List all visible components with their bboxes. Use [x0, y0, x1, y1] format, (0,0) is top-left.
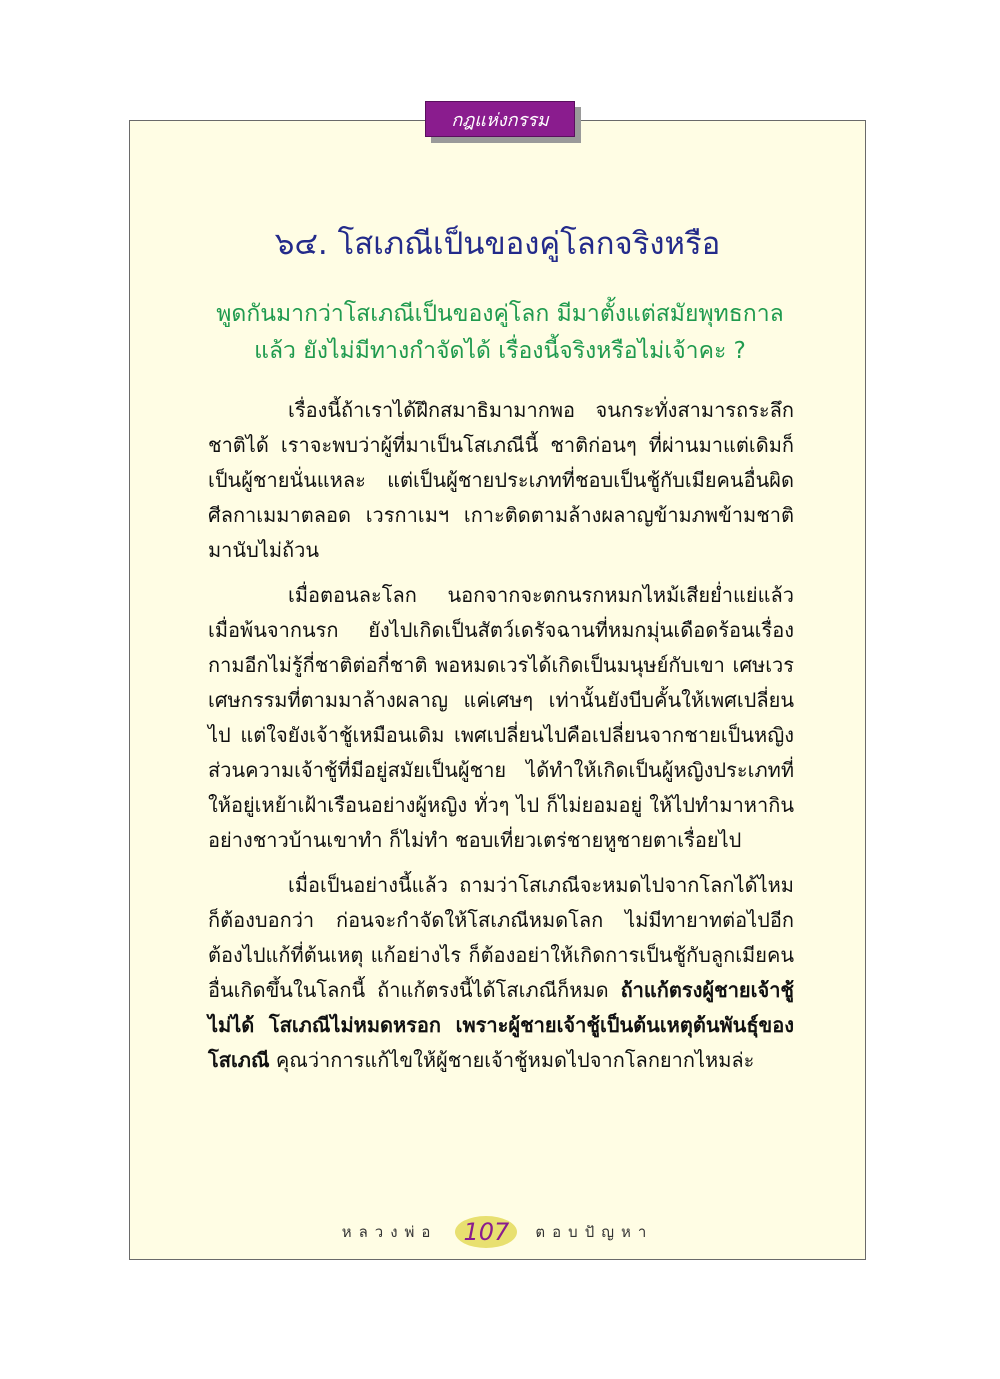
page-footer [129, 1212, 866, 1252]
section-tab [425, 101, 575, 137]
paragraph-2: เมื่อตอนละโลก นอกจากจะตกนรกหมกไหม้เสียย่ำแย่แล้ว เมื่อพ้นจากนรก ยังไปเกิดเป็นสัตว์เดรัจฉานที่หมกมุ่นเดือดร้อนเรื่องกามอีกไม่รู้กี่ชาติต่อกี่ชาติ พอหมดเวรได้เกิดเป็นมนุษย์กับเขา เศษเวรเศษกรรมที่ตามมาล้างผลาญ แค่เศษๆ เท่านั้นยังบีบคั้นให้เพศเปลี่ยนไป แต่ใจยังเจ้าชู้เหมือนเดิม เพศเปลี่ยนไปคือเปลี่ยนจากชายเป็นหญิง ส่วนความเจ้าชู้ที่มีอยู่สมัยเป็นผู้ชาย ได้ทำให้เกิดเป็นผู้หญิงประเภทที่ให้อยู่เหย้าเฝ้าเรือนอย่างผู้หญิง ทั่วๆ ไป ก็ไม่ยอมอยู่ ให้ไปทำมาหากินอย่างชาวบ้านเขาทำ ก็ไม่ทำ ชอบเที่ยวเตร่ชายหูชายตาเรื่อยไป [208, 583, 794, 852]
paragraph-3-bold: ถ้าแก้ตรงผู้ชายเจ้าชู้ไม่ได้ โสเภณีไม่หมดหรอก เพราะผู้ชายเจ้าชู้เป็นต้นเหตุต้นพันธุ์ของโสเภณี [208, 978, 794, 1072]
page-title: ๖๔. โสเภณีเป็นของคู่โลกจริงหรือ [274, 226, 721, 262]
paragraph-3-end: คุณว่าการแก้ไขให้ผู้ชายเจ้าชู้หมดไปจากโลกยากไหมล่ะ [269, 1048, 755, 1072]
paragraph-1: เรื่องนี้ถ้าเราได้ฝึกสมาธิมามากพอ จนกระทั่งสามารถระลึกชาติได้ เราจะพบว่าผู้ที่มาเป็นโสเภณีนี้ ชาติก่อนๆ ที่ผ่านมาแต่เดิมก็เป็นผู้ชายนั่นแหละ แต่เป็นผู้ชายประเภทที่ชอบเป็นชู้กับเมียคนอื่นผิดศีลกาเมมาตลอด เวรกาเมฯ เกาะติดตามล้างผลาญข้ามภพข้ามชาติมานับไม่ถ้วน [208, 398, 794, 562]
page-number-badge [455, 1216, 517, 1248]
answer-body [208, 393, 794, 1088]
paragraph-3 [208, 868, 794, 1078]
footer-book-title-right: ตอบปัญหา [535, 1223, 654, 1241]
page-number: 107 [463, 1218, 510, 1246]
paragraph-3-text: เมื่อเป็นอย่างนี้แล้ว ถามว่าโสเภณีจะหมดไปจากโลกได้ไหม ก็ต้องบอกว่า ก่อนจะกำจัดให้โสเภณีหมดโลก ไม่มีทายาทต่อไปอีก ต้องไปแก้ที่ต้นเหตุ แก้อย่างไร ก็ต้องอย่าให้เกิดการเป็นชู้กับลูกเมียคนอื่นเกิดขึ้นในโลกนี้ ถ้าแก้ตรงนี้ได้โสเภณีก็หมด [208, 873, 794, 1002]
section-tab-label: กฎแห่งกรรม [451, 109, 549, 131]
question-text: พูดกันมากว่าโสเภณีเป็นของคู่โลก มีมาตั้งแต่สมัยพุทธกาล แล้ว ยังไม่มีทางกำจัดได้ เรื่องนี้จริงหรือไม่เจ้าคะ ? [216, 301, 784, 364]
footer-book-title-left: หลวงพ่อ [341, 1223, 438, 1241]
